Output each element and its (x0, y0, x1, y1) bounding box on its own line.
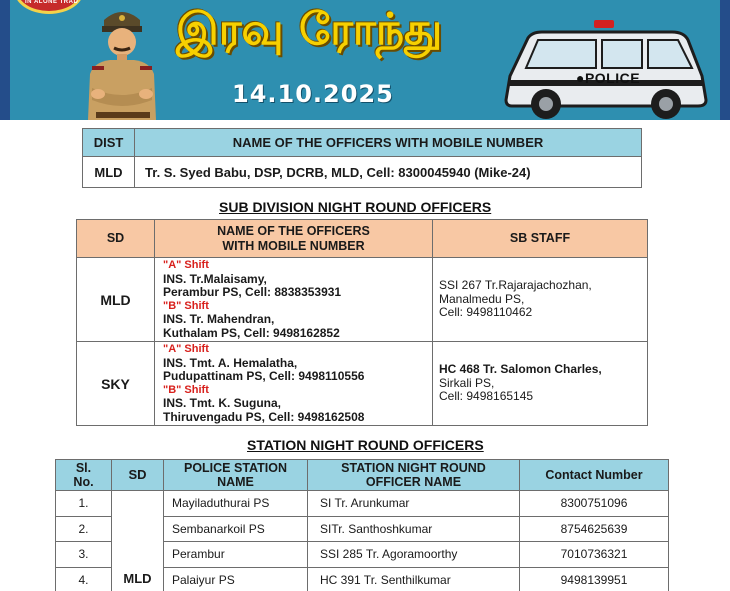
sb-staff-cell (433, 342, 648, 426)
contact-cell: 8300751096 (520, 491, 669, 517)
column-header: DIST (83, 129, 135, 157)
sb-staff-cell (433, 258, 648, 342)
table-row (77, 342, 648, 426)
column-header (308, 460, 520, 491)
contact-cell: 8754625639 (520, 516, 669, 542)
column-header-line: OFFICER NAME (365, 475, 462, 489)
column-header-line: NAME (217, 475, 254, 489)
serial-cell: 1. (56, 491, 112, 517)
column-header-line: Sl. (75, 461, 92, 475)
column-header: SB STAFF (433, 220, 648, 258)
officer-cell: SSI 285 Tr. Agoramoorthy (308, 542, 520, 568)
police-officer-icon (74, 2, 170, 120)
report-date: 14.10.2025 (232, 80, 394, 108)
table-row (77, 258, 648, 342)
header-banner (0, 0, 730, 120)
shift-label: "B" Shift (163, 299, 209, 312)
staff-line: Cell: 9498110462 (439, 305, 533, 320)
staff-line: Cell: 9498165145 (439, 389, 534, 404)
contact-cell: 7010736321 (520, 542, 669, 568)
officer-line: Perambur PS, Cell: 8838353931 (163, 285, 342, 299)
sd-cell: MLD (112, 491, 164, 591)
officer-cell: SITr. Santhoshkumar (308, 516, 520, 542)
police-station-cell: Sembanarkoil PS (164, 516, 308, 542)
contact-cell: 9498139951 (520, 567, 669, 591)
serial-cell: 2. (56, 516, 112, 542)
table-row (56, 491, 669, 517)
table-header-row (56, 460, 669, 491)
officer-line: INS. Tmt. K. Suguna, (163, 396, 282, 410)
officer-line: Thiruvengadu PS, Cell: 9498162508 (163, 409, 365, 424)
station-section-title: STATION NIGHT ROUND OFFICERS (247, 437, 484, 453)
column-header-line: STATION NIGHT ROUND (341, 461, 486, 475)
column-header: Contact Number (520, 460, 669, 491)
table-row (83, 157, 642, 188)
table-header-row (77, 220, 648, 258)
subdivision-table (76, 219, 648, 426)
column-header-line: NAME OF THE OFFICERS (217, 223, 370, 238)
officer-cell: Tr. S. Syed Babu, DSP, DCRB, MLD, Cell: 8300045940 (Mike-24) (135, 157, 642, 188)
staff-line: Manalmedu PS, (439, 291, 525, 306)
column-header: SD (112, 460, 164, 491)
dist-cell: MLD (83, 157, 135, 188)
sd-cell: SKY (77, 342, 155, 426)
column-header: SD (77, 220, 155, 258)
subdivision-section-title: SUB DIVISION NIGHT ROUND OFFICERS (219, 199, 492, 215)
page-title: இரவு ரோந்து (176, 4, 443, 55)
sd-cell: MLD (77, 258, 155, 342)
table-header-row (83, 129, 642, 157)
column-header-line: WITH MOBILE NUMBER (222, 238, 365, 253)
column-header: NAME OF THE OFFICERS WITH MOBILE NUMBER (135, 129, 642, 157)
police-station-cell: Mayiladuthurai PS (164, 491, 308, 517)
police-station-cell: Perambur (164, 542, 308, 568)
shift-label: "A" Shift (163, 343, 209, 355)
officer-line: Pudupattinam PS, Cell: 9498110556 (163, 369, 365, 383)
officers-cell (155, 342, 433, 426)
officer-cell: SI Tr. Arunkumar (308, 491, 520, 517)
column-header-line: POLICE STATION (183, 461, 287, 475)
officer-line: INS. Tr.Malaisamy, (163, 271, 267, 286)
police-car-label: ●POLICE (576, 70, 641, 86)
shift-label: "B" Shift (163, 383, 209, 396)
officers-cell (155, 258, 433, 342)
staff-line: SSI 267 Tr.Rajarajachozhan, (439, 278, 592, 293)
serial-cell: 4. (56, 567, 112, 591)
column-header (56, 460, 112, 491)
serial-cell: 3. (56, 542, 112, 568)
shift-label: "A" Shift (163, 259, 209, 271)
column-header (155, 220, 433, 258)
police-emblem-icon: IN ALONE TRAD (14, 0, 84, 14)
staff-line: Sirkali PS, (439, 375, 495, 390)
officer-line: INS. Tr. Mahendran, (163, 312, 275, 326)
station-table (55, 459, 669, 591)
staff-line: HC 468 Tr. Salomon Charles, (439, 362, 602, 377)
police-station-cell: Palaiyur PS (164, 567, 308, 591)
column-header-line: No. (73, 475, 94, 489)
officer-cell: HC 391 Tr. Senthilkumar (308, 567, 520, 591)
officer-line: Kuthalam PS, Cell: 9498162852 (163, 325, 340, 340)
column-header (164, 460, 308, 491)
dist-officer-table (82, 128, 642, 188)
officer-line: INS. Tmt. A. Hemalatha, (163, 355, 298, 370)
